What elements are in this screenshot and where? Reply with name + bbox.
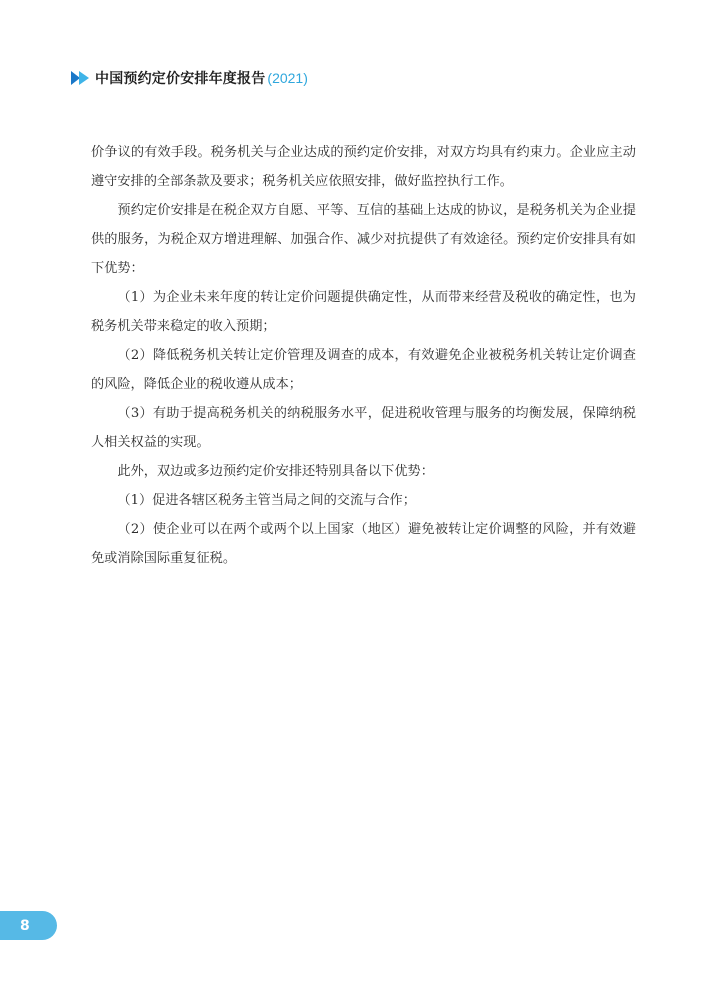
report-title: 中国预约定价安排年度报告 — [95, 71, 266, 87]
body-text — [91, 138, 636, 573]
running-header — [71, 66, 308, 90]
double-arrow-icon — [71, 70, 91, 86]
advantage-item-1: （1）为企业未来年度的转让定价问题提供确定性，从而带来经营及税收的确定性，也为税务机关带来稳定的收入预期； — [91, 290, 636, 334]
page-number: 8 — [20, 917, 30, 934]
advantage-item-3: （3）有助于提高税务机关的纳税服务水平，促进税收管理与服务的均衡发展，保障纳税人相关权益的实现。 — [91, 406, 636, 450]
page-number-tab — [0, 911, 57, 940]
bilateral-item-2: （2）使企业可以在两个或两个以上国家（地区）避免被转让定价调整的风险，并有效避免或消除国际重复征税。 — [91, 522, 636, 566]
report-year: (2021) — [267, 70, 308, 86]
bilateral-item-1: （1）促进各辖区税务主管当局之间的交流与合作； — [117, 493, 416, 508]
advantage-item-2: （2）降低税务机关转让定价管理及调查的成本，有效避免企业被税务机关转让定价调查的风险，降低企业的税收遵从成本； — [91, 348, 636, 392]
paragraph-apa-intro: 预约定价安排是在税企双方自愿、平等、互信的基础上达成的协议，是税务机关为企业提供的服务，为税企双方增进理解、加强合作、减少对抗提供了有效途径。预约定价安排具有如下优势： — [91, 203, 636, 276]
paragraph-bilateral-intro: 此外，双边或多边预约定价安排还特别具备以下优势： — [117, 464, 434, 479]
paragraph-continuation: 价争议的有效手段。税务机关与企业达成的预约定价安排，对双方均具有约束力。企业应主动遵守安排的全部条款及要求；税务机关应依照安排，做好监控执行工作。 — [91, 145, 636, 189]
